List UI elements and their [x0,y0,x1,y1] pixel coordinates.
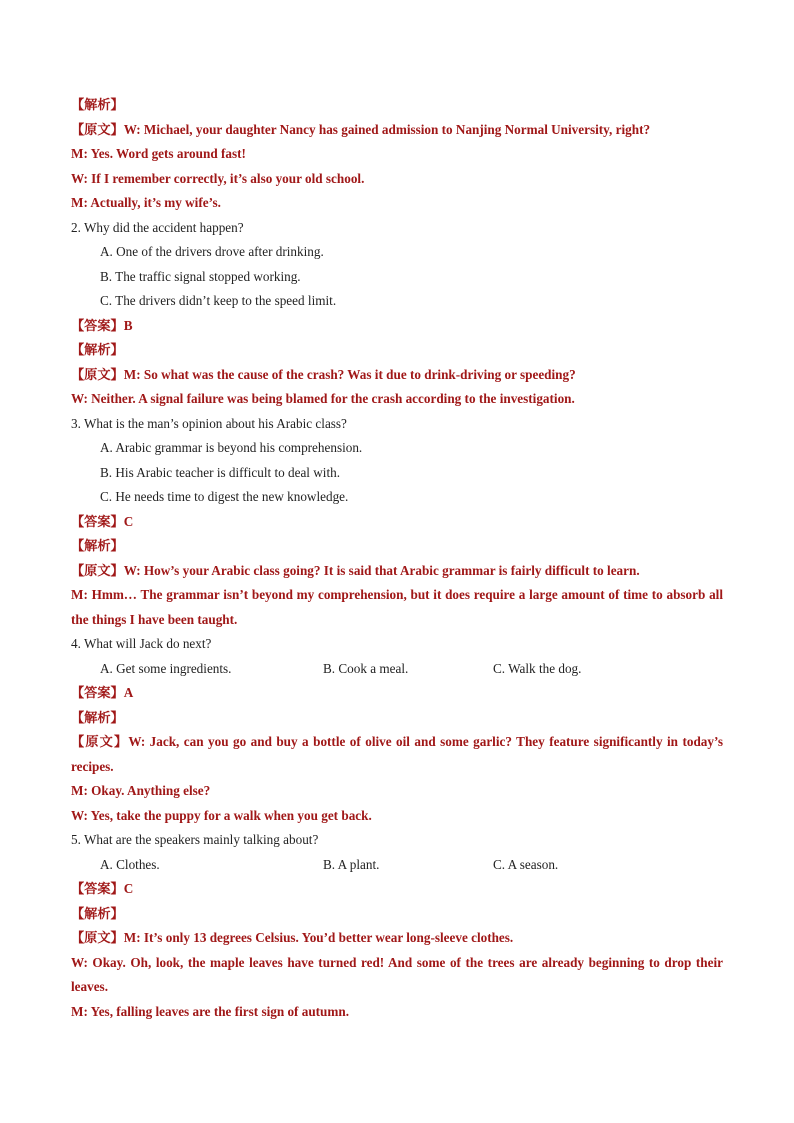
transcript-line: W: Neither. A signal failure was being blamed for the crash according to the investigation. [71,391,575,406]
transcript-line: W: If I remember correctly, it’s also your old school. [71,170,365,186]
question-text: 4. What will Jack do next? [71,636,212,651]
question-text: 3. What is the man’s opinion about his Arabic class? [71,415,347,431]
option-b: B. A plant. [323,856,380,872]
transcript-line: 【原文】M: It’s only 13 degrees Celsius. You’d better wear long-sleeve clothes. [71,930,514,945]
transcript-line: W: Okay. Oh, look, the maple leaves have turned red! And some of the trees are already beginning to drop their leaves. [71,954,723,994]
analysis-label: 【解析】 [71,538,124,553]
option-b: B. The traffic signal stopped working. [100,268,301,284]
transcript-line: 【原文】W: Michael, your daughter Nancy has gained admission to Nanjing Normal University, right? [71,121,651,137]
option-c: C. The drivers didn’t keep to the speed limit. [100,293,337,308]
option-a: A. Clothes. [100,856,160,872]
option-a: A. Arabic grammar is beyond his comprehension. [100,440,363,455]
analysis-label: 【解析】 [71,97,124,112]
options-row [71,853,723,878]
answer-label: 【答案】C [71,881,134,896]
transcript-line: M: Yes. Word gets around fast! [71,146,246,161]
option-c: C. Walk the dog. [493,660,582,676]
answer-label: 【答案】B [71,317,133,333]
transcript-line: 【原文】M: So what was the cause of the crash? Was it due to drink-driving or speeding? [71,366,576,382]
transcript-line: M: Actually, it’s my wife’s. [71,195,221,210]
option-b: B. Cook a meal. [323,660,409,676]
transcript-line: 【原文】W: Jack, can you go and buy a bottle of olive oil and some garlic? They feature significantly in today’s recipes. [71,734,723,774]
question-text: 5. What are the speakers mainly talking about? [71,832,319,847]
transcript-line: W: Yes, take the puppy for a walk when you get back. [71,807,372,823]
transcript-line: M: Yes, falling leaves are the first sign of autumn. [71,1003,350,1019]
analysis-label: 【解析】 [71,342,124,357]
transcript-line: M: Okay. Anything else? [71,783,211,798]
option-b: B. His Arabic teacher is difficult to deal with. [100,464,341,480]
answer-label: 【答案】A [71,685,134,700]
analysis-label: 【解析】 [71,905,124,921]
option-c: C. A season. [493,856,559,872]
transcript-line: 【原文】W: How’s your Arabic class going? It is said that Arabic grammar is fairly difficult to learn. [71,562,640,578]
option-c: C. He needs time to digest the new knowledge. [100,489,349,504]
options-row [71,657,723,682]
answer-label: 【答案】C [71,513,134,529]
option-a: A. Get some ingredients. [100,660,232,676]
option-a: A. One of the drivers drove after drinking. [100,244,324,259]
document-page [71,93,723,1024]
transcript-line: M: Hmm… The grammar isn’t beyond my comprehension, but it does require a large amount of time to absorb all the things I have been taught. [71,587,723,627]
question-text: 2. Why did the accident happen? [71,219,244,235]
analysis-label: 【解析】 [71,709,124,725]
